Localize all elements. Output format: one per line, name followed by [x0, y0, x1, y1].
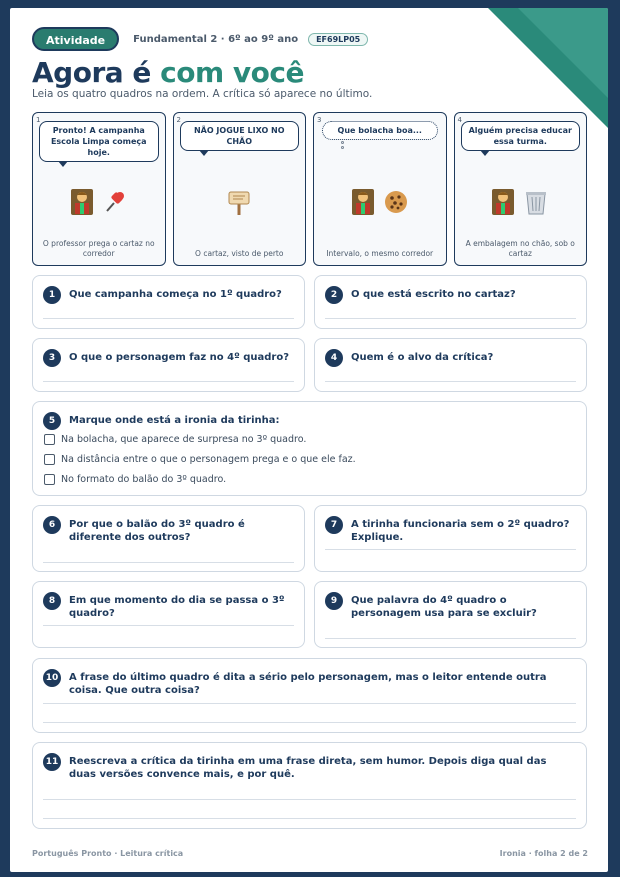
skill-code-badge: EF69LP05: [308, 33, 368, 46]
thought-bubbles: [341, 141, 345, 153]
thought-balloon: [322, 121, 438, 140]
option-formato[interactable]: [44, 474, 226, 485]
pushpin-icon: [102, 189, 128, 215]
answer-line[interactable]: [325, 318, 576, 319]
answer-line[interactable]: [325, 638, 576, 639]
question-text: Que campanha começa no 1º quadro?: [69, 289, 282, 300]
answer-line[interactable]: [43, 703, 576, 704]
answer-line[interactable]: [43, 562, 294, 563]
balloon-text: Que bolacha boa...: [337, 126, 422, 135]
question-text: Por que o balão do 3º quadro é diferente dos outros?: [69, 519, 245, 543]
panel-number: 3: [317, 116, 322, 124]
checkbox[interactable]: [44, 474, 55, 485]
answer-line[interactable]: [325, 549, 576, 550]
comic-panel-1: [32, 112, 166, 266]
panel-caption: O professor prega o cartaz no corredor: [42, 239, 155, 258]
comic-strip: [32, 112, 587, 266]
wastebasket-icon: [523, 188, 549, 216]
worksheet-page: [10, 8, 608, 872]
option-label: Na distância entre o que o personagem prega e o que ele faz.: [61, 454, 356, 465]
footer-left: Português Pronto · Leitura crítica: [32, 849, 184, 858]
panel-art: [33, 185, 165, 219]
teacher-icon: [351, 188, 375, 216]
question-number: 6: [43, 516, 61, 534]
question-text: Reescreva a crítica da tirinha em uma frase direta, sem humor. Depois diga qual das duas versões convence mais, e por quê.: [69, 756, 547, 780]
question-card-3: [32, 338, 305, 392]
speech-balloon: [39, 121, 159, 162]
panel-number: 2: [176, 116, 181, 124]
panel-art: [174, 185, 306, 219]
panel-caption: A embalagem no chão, sob o cartaz: [465, 239, 575, 258]
balloon-text: NÃO JOGUE LIXO NO CHÃO: [193, 126, 285, 146]
answer-line[interactable]: [43, 381, 294, 382]
footer: [32, 849, 588, 858]
title-accent: com você: [160, 56, 304, 89]
panel-caption: O cartaz, visto de perto: [195, 249, 284, 258]
question-number: 1: [43, 286, 61, 304]
balloon-text: Alguém precisa educar essa turma.: [468, 126, 572, 146]
question-number: 5: [43, 412, 61, 430]
teacher-icon: [70, 188, 94, 216]
balloon-tail: [480, 150, 490, 156]
activity-badge: Atividade: [32, 27, 119, 51]
panel-caption: Intervalo, o mesmo corredor: [326, 249, 434, 258]
page-title: [32, 56, 304, 89]
option-label: Na bolacha, que aparece de surpresa no 3º quadro.: [61, 434, 307, 445]
comic-panel-2: [173, 112, 307, 266]
panel-art: [314, 185, 446, 219]
answer-line[interactable]: [43, 722, 576, 723]
question-number: 11: [43, 753, 61, 771]
sign-balloon: [180, 121, 300, 151]
checkbox[interactable]: [44, 454, 55, 465]
balloon-tail: [58, 161, 68, 167]
teacher-icon: [491, 188, 515, 216]
header: [32, 26, 608, 52]
balloon-text: Pronto! A campanha Escola Limpa começa hoje.: [50, 126, 147, 157]
question-number: 4: [325, 349, 343, 367]
balloon-tail: [199, 150, 209, 156]
sign-icon: [227, 188, 251, 216]
grade-label: Fundamental 2 · 6º ao 9º ano: [133, 33, 299, 45]
question-card-10: [32, 658, 587, 733]
cookie-icon: [383, 189, 409, 215]
answer-line[interactable]: [43, 799, 576, 800]
comic-panel-4: [454, 112, 588, 266]
panel-number: 1: [36, 116, 41, 124]
question-text: O que o personagem faz no 4º quadro?: [69, 352, 290, 363]
question-card-9: [314, 581, 587, 648]
question-text: O que está escrito no cartaz?: [351, 289, 516, 300]
question-number: 8: [43, 592, 61, 610]
question-card-11: [32, 742, 587, 829]
question-card-4: [314, 338, 587, 392]
question-number: 7: [325, 516, 343, 534]
question-card-8: [32, 581, 305, 648]
answer-line[interactable]: [325, 381, 576, 382]
page-subtitle: Leia os quatro quadros na ordem. A crítica só aparece no último.: [32, 88, 373, 100]
option-distancia[interactable]: [44, 454, 356, 465]
speech-balloon: [461, 121, 581, 151]
question-text: A tirinha funcionaria sem o 2º quadro? Explique.: [351, 519, 570, 543]
question-card-2: [314, 275, 587, 329]
question-card-7: [314, 505, 587, 572]
question-number: 3: [43, 349, 61, 367]
question-text: Quem é o alvo da crítica?: [351, 352, 494, 363]
question-text: Que palavra do 4º quadro o personagem usa para se excluir?: [351, 595, 537, 619]
question-text: A frase do último quadro é dita a sério pelo personagem, mas o leitor entende outra coisa. Que outra coisa?: [69, 672, 547, 696]
question-number: 10: [43, 669, 61, 687]
option-label: No formato do balão do 3º quadro.: [61, 474, 227, 485]
question-number: 9: [325, 592, 343, 610]
panel-art: [455, 185, 587, 219]
answer-line[interactable]: [43, 625, 294, 626]
panel-number: 4: [457, 116, 462, 124]
answer-line[interactable]: [43, 318, 294, 319]
answer-line[interactable]: [43, 818, 576, 819]
question-card-5: [32, 401, 587, 496]
question-card-6: [32, 505, 305, 572]
question-card-1: [32, 275, 305, 329]
footer-right: Ironia · folha 2 de 2: [499, 849, 588, 858]
option-bolacha[interactable]: [44, 434, 306, 445]
question-number: 2: [325, 286, 343, 304]
comic-panel-3: [313, 112, 447, 266]
checkbox[interactable]: [44, 434, 55, 445]
title-main: Agora é: [32, 56, 151, 89]
question-text: Marque onde está a ironia da tirinha:: [69, 415, 280, 426]
question-text: Em que momento do dia se passa o 3º quadro?: [69, 595, 285, 619]
